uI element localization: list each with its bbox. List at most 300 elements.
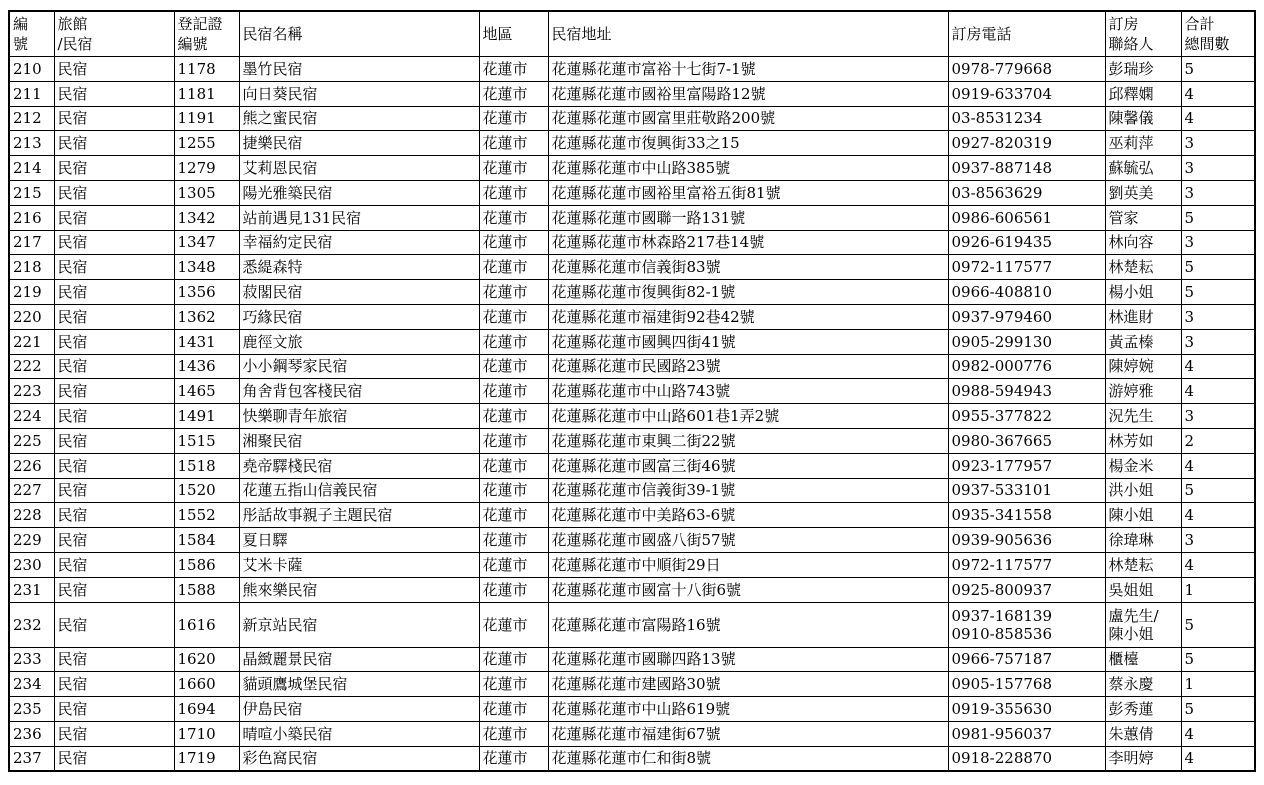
cell-area: 花蓮市 — [479, 478, 548, 503]
cell-rooms: 5 — [1181, 57, 1255, 82]
cell-no: 236 — [9, 721, 54, 746]
cell-addr: 花蓮縣花蓮市林森路217巷14號 — [548, 230, 948, 255]
cell-contact — [1105, 404, 1181, 429]
cell-area: 花蓮市 — [479, 404, 548, 429]
cell-reg: 1191 — [174, 106, 239, 131]
table-row — [9, 478, 1255, 503]
cell-addr: 花蓮縣花蓮市國富十八街6號 — [548, 577, 948, 602]
cell-type: 民宿 — [54, 304, 174, 329]
cell-area: 花蓮市 — [479, 453, 548, 478]
cell-contact-line: 邱釋嫻 — [1108, 84, 1154, 103]
cell-type: 民宿 — [54, 280, 174, 305]
cell-addr: 花蓮縣花蓮市福建街67號 — [548, 721, 948, 746]
cell-phone — [948, 131, 1105, 156]
table-row — [9, 528, 1255, 553]
cell-phone-line: 0982-000776 — [951, 357, 1053, 376]
cell-no: 223 — [9, 379, 54, 404]
cell-area: 花蓮市 — [479, 304, 548, 329]
cell-type: 民宿 — [54, 329, 174, 354]
cell-contact — [1105, 280, 1181, 305]
cell-phone — [948, 180, 1105, 205]
cell-no: 212 — [9, 106, 54, 131]
table-row — [9, 205, 1255, 230]
guesthouse-table — [8, 10, 1256, 772]
cell-phone-line: 0981-956037 — [951, 724, 1053, 743]
header-type: 旅館 /民宿 — [54, 11, 174, 57]
cell-reg: 1710 — [174, 721, 239, 746]
cell-rooms: 3 — [1181, 180, 1255, 205]
cell-no: 230 — [9, 552, 54, 577]
cell-no: 211 — [9, 81, 54, 106]
cell-no: 227 — [9, 478, 54, 503]
cell-no: 217 — [9, 230, 54, 255]
cell-phone — [948, 379, 1105, 404]
cell-name: 堯帝驛棧民宿 — [239, 453, 479, 478]
cell-type: 民宿 — [54, 746, 174, 771]
cell-area: 花蓮市 — [479, 602, 548, 647]
cell-type: 民宿 — [54, 180, 174, 205]
cell-addr: 花蓮縣花蓮市中山路601巷1弄2號 — [548, 404, 948, 429]
cell-phone-line: 0986-606561 — [951, 208, 1053, 227]
cell-name: 幸福約定民宿 — [239, 230, 479, 255]
table-row — [9, 453, 1255, 478]
cell-phone — [948, 106, 1105, 131]
cell-addr: 花蓮縣花蓮市國盛八街57號 — [548, 528, 948, 553]
table-row — [9, 354, 1255, 379]
cell-name: 小小鋼琴家民宿 — [239, 354, 479, 379]
cell-area: 花蓮市 — [479, 81, 548, 106]
cell-contact-line: 巫莉萍 — [1108, 134, 1154, 153]
cell-no: 218 — [9, 255, 54, 280]
cell-type: 民宿 — [54, 379, 174, 404]
cell-contact-line: 徐瑋琳 — [1108, 531, 1154, 550]
cell-area: 花蓮市 — [479, 379, 548, 404]
cell-reg: 1181 — [174, 81, 239, 106]
table-row — [9, 404, 1255, 429]
cell-contact-line: 彭秀蓮 — [1108, 700, 1154, 719]
cell-phone — [948, 577, 1105, 602]
cell-no: 221 — [9, 329, 54, 354]
cell-name: 晶緻麗景民宿 — [239, 647, 479, 672]
cell-contact — [1105, 746, 1181, 771]
cell-addr: 花蓮縣花蓮市中山路743號 — [548, 379, 948, 404]
cell-reg: 1588 — [174, 577, 239, 602]
cell-phone — [948, 602, 1105, 647]
cell-contact — [1105, 672, 1181, 697]
cell-type: 民宿 — [54, 478, 174, 503]
cell-name: 伊島民宿 — [239, 697, 479, 722]
cell-type: 民宿 — [54, 647, 174, 672]
cell-contact-line: 盧先生/ — [1108, 606, 1159, 625]
cell-rooms: 1 — [1181, 577, 1255, 602]
cell-type: 民宿 — [54, 428, 174, 453]
cell-rooms: 2 — [1181, 428, 1255, 453]
cell-no: 216 — [9, 205, 54, 230]
table-row — [9, 697, 1255, 722]
cell-name: 花蓮五指山信義民宿 — [239, 478, 479, 503]
cell-phone — [948, 746, 1105, 771]
cell-no: 237 — [9, 746, 54, 771]
cell-reg: 1347 — [174, 230, 239, 255]
cell-phone — [948, 280, 1105, 305]
cell-addr: 花蓮縣花蓮市仁和街8號 — [548, 746, 948, 771]
cell-phone-line: 0988-594943 — [951, 382, 1053, 401]
cell-area: 花蓮市 — [479, 106, 548, 131]
cell-phone — [948, 478, 1105, 503]
cell-phone-line: 0966-408810 — [951, 283, 1053, 302]
cell-contact-line: 楊金米 — [1108, 456, 1154, 475]
cell-type: 民宿 — [54, 528, 174, 553]
cell-phone-line: 0978-779668 — [951, 59, 1053, 78]
table-row — [9, 746, 1255, 771]
table-row — [9, 106, 1255, 131]
cell-rooms: 4 — [1181, 354, 1255, 379]
cell-name: 巧緣民宿 — [239, 304, 479, 329]
cell-contact — [1105, 379, 1181, 404]
cell-contact — [1105, 503, 1181, 528]
cell-phone — [948, 647, 1105, 672]
cell-phone-line: 0918-228870 — [951, 749, 1053, 768]
cell-no: 234 — [9, 672, 54, 697]
cell-type: 民宿 — [54, 453, 174, 478]
cell-contact — [1105, 230, 1181, 255]
cell-contact-line: 陳小姐 — [1108, 624, 1154, 643]
cell-contact-line: 林進財 — [1108, 307, 1154, 326]
cell-rooms: 3 — [1181, 404, 1255, 429]
cell-contact — [1105, 57, 1181, 82]
table-row — [9, 503, 1255, 528]
cell-contact-line: 陳小姐 — [1108, 506, 1154, 525]
cell-reg: 1436 — [174, 354, 239, 379]
cell-type: 民宿 — [54, 672, 174, 697]
cell-no: 224 — [9, 404, 54, 429]
cell-phone — [948, 81, 1105, 106]
cell-contact-line: 林楚耘 — [1108, 555, 1154, 574]
cell-contact-line: 櫃檯 — [1108, 650, 1139, 669]
cell-phone — [948, 697, 1105, 722]
cell-reg: 1362 — [174, 304, 239, 329]
cell-rooms: 4 — [1181, 453, 1255, 478]
cell-phone-line: 0919-355630 — [951, 700, 1053, 719]
cell-phone — [948, 672, 1105, 697]
cell-rooms: 3 — [1181, 156, 1255, 181]
cell-phone-line: 0972-117577 — [951, 555, 1053, 574]
cell-name: 熊之蜜民宿 — [239, 106, 479, 131]
cell-reg: 1305 — [174, 180, 239, 205]
cell-contact-line: 朱蕙倩 — [1108, 724, 1154, 743]
cell-type: 民宿 — [54, 255, 174, 280]
cell-contact — [1105, 156, 1181, 181]
cell-contact-line: 陳馨儀 — [1108, 109, 1154, 128]
cell-phone-line: 0939-905636 — [951, 531, 1053, 550]
cell-addr: 花蓮縣花蓮市國聯一路131號 — [548, 205, 948, 230]
cell-addr: 花蓮縣花蓮市國富三街46號 — [548, 453, 948, 478]
cell-no: 215 — [9, 180, 54, 205]
cell-contact-line: 彭瑞珍 — [1108, 59, 1154, 78]
cell-addr: 花蓮縣花蓮市國富里莊敬路200號 — [548, 106, 948, 131]
cell-phone-line: 0919-633704 — [951, 84, 1053, 103]
cell-area: 花蓮市 — [479, 329, 548, 354]
cell-name: 陽光雅築民宿 — [239, 180, 479, 205]
cell-phone — [948, 230, 1105, 255]
cell-reg: 1515 — [174, 428, 239, 453]
cell-phone-line: 0926-619435 — [951, 233, 1053, 252]
cell-type: 民宿 — [54, 354, 174, 379]
cell-area: 花蓮市 — [479, 672, 548, 697]
cell-type: 民宿 — [54, 697, 174, 722]
cell-type: 民宿 — [54, 106, 174, 131]
cell-phone-line: 0972-117577 — [951, 258, 1053, 277]
cell-reg: 1660 — [174, 672, 239, 697]
cell-rooms: 5 — [1181, 602, 1255, 647]
cell-name: 晴喧小築民宿 — [239, 721, 479, 746]
cell-rooms: 3 — [1181, 528, 1255, 553]
cell-addr: 花蓮縣花蓮市民國路23號 — [548, 354, 948, 379]
cell-name: 菽閣民宿 — [239, 280, 479, 305]
cell-reg: 1431 — [174, 329, 239, 354]
cell-type: 民宿 — [54, 57, 174, 82]
cell-contact-line: 林向容 — [1108, 233, 1154, 252]
cell-type: 民宿 — [54, 81, 174, 106]
cell-no: 213 — [9, 131, 54, 156]
cell-phone — [948, 503, 1105, 528]
cell-addr: 花蓮縣花蓮市中山路385號 — [548, 156, 948, 181]
cell-phone — [948, 156, 1105, 181]
cell-addr: 花蓮縣花蓮市中順街29日 — [548, 552, 948, 577]
cell-rooms: 1 — [1181, 672, 1255, 697]
cell-name: 夏日驛 — [239, 528, 479, 553]
cell-addr: 花蓮縣花蓮市國興四街41號 — [548, 329, 948, 354]
cell-area: 花蓮市 — [479, 354, 548, 379]
cell-reg: 1491 — [174, 404, 239, 429]
cell-reg: 1552 — [174, 503, 239, 528]
cell-rooms: 5 — [1181, 647, 1255, 672]
cell-phone-line: 0923-177957 — [951, 456, 1053, 475]
table-row — [9, 721, 1255, 746]
cell-contact-line: 蔡永慶 — [1108, 675, 1154, 694]
table-row — [9, 577, 1255, 602]
cell-name: 貓頭鷹城堡民宿 — [239, 672, 479, 697]
cell-phone-line: 0980-367665 — [951, 431, 1053, 450]
table-row — [9, 602, 1255, 647]
cell-rooms: 3 — [1181, 131, 1255, 156]
cell-type: 民宿 — [54, 404, 174, 429]
cell-name: 悉緹森特 — [239, 255, 479, 280]
cell-area: 花蓮市 — [479, 697, 548, 722]
cell-reg: 1178 — [174, 57, 239, 82]
cell-contact — [1105, 552, 1181, 577]
cell-rooms: 5 — [1181, 478, 1255, 503]
cell-name: 鹿徑文旅 — [239, 329, 479, 354]
cell-reg: 1620 — [174, 647, 239, 672]
cell-contact-line: 楊小姐 — [1108, 283, 1154, 302]
cell-rooms: 5 — [1181, 205, 1255, 230]
cell-contact — [1105, 478, 1181, 503]
table-row — [9, 647, 1255, 672]
cell-reg: 1520 — [174, 478, 239, 503]
cell-phone-line: 0905-299130 — [951, 332, 1053, 351]
cell-area: 花蓮市 — [479, 205, 548, 230]
cell-rooms: 4 — [1181, 379, 1255, 404]
cell-addr: 花蓮縣花蓮市信義街39-1號 — [548, 478, 948, 503]
table-row — [9, 672, 1255, 697]
cell-contact — [1105, 106, 1181, 131]
cell-addr: 花蓮縣花蓮市復興街82-1號 — [548, 280, 948, 305]
cell-phone-line: 0935-341558 — [951, 506, 1053, 525]
cell-phone-line: 0905-157768 — [951, 675, 1053, 694]
cell-type: 民宿 — [54, 230, 174, 255]
cell-reg: 1584 — [174, 528, 239, 553]
cell-name: 湘聚民宿 — [239, 428, 479, 453]
cell-reg: 1279 — [174, 156, 239, 181]
cell-reg: 1719 — [174, 746, 239, 771]
cell-name: 向日葵民宿 — [239, 81, 479, 106]
cell-phone-line: 0955-377822 — [951, 407, 1053, 426]
cell-contact-line: 黃孟榛 — [1108, 332, 1154, 351]
cell-name: 捷樂民宿 — [239, 131, 479, 156]
cell-rooms: 4 — [1181, 503, 1255, 528]
cell-no: 219 — [9, 280, 54, 305]
header-phone: 訂房電話 — [948, 11, 1105, 57]
cell-contact-line: 洪小姐 — [1108, 481, 1154, 500]
header-name: 民宿名稱 — [239, 11, 479, 57]
cell-contact — [1105, 577, 1181, 602]
cell-phone — [948, 404, 1105, 429]
header-rooms: 合計 總間數 — [1181, 11, 1255, 57]
cell-phone-line: 03-8531234 — [951, 109, 1043, 128]
table-row — [9, 156, 1255, 181]
cell-name: 艾莉恩民宿 — [239, 156, 479, 181]
table-row — [9, 552, 1255, 577]
cell-type: 民宿 — [54, 503, 174, 528]
cell-phone-line: 0966-757187 — [951, 650, 1053, 669]
cell-phone — [948, 57, 1105, 82]
cell-no: 229 — [9, 528, 54, 553]
cell-rooms: 4 — [1181, 746, 1255, 771]
cell-phone — [948, 354, 1105, 379]
cell-addr: 花蓮縣花蓮市東興二街22號 — [548, 428, 948, 453]
cell-contact — [1105, 255, 1181, 280]
cell-area: 花蓮市 — [479, 721, 548, 746]
cell-no: 231 — [9, 577, 54, 602]
cell-contact-line: 劉英美 — [1108, 183, 1154, 202]
cell-reg: 1356 — [174, 280, 239, 305]
cell-no: 214 — [9, 156, 54, 181]
cell-no: 222 — [9, 354, 54, 379]
cell-rooms: 4 — [1181, 552, 1255, 577]
cell-contact — [1105, 453, 1181, 478]
cell-no: 235 — [9, 697, 54, 722]
cell-phone — [948, 528, 1105, 553]
cell-area: 花蓮市 — [479, 255, 548, 280]
cell-no: 220 — [9, 304, 54, 329]
cell-rooms: 5 — [1181, 255, 1255, 280]
cell-area: 花蓮市 — [479, 577, 548, 602]
cell-name: 彤話故事親子主題民宿 — [239, 503, 479, 528]
cell-addr: 花蓮縣花蓮市國裕里富陽路12號 — [548, 81, 948, 106]
cell-type: 民宿 — [54, 156, 174, 181]
cell-contact — [1105, 354, 1181, 379]
cell-area: 花蓮市 — [479, 503, 548, 528]
cell-reg: 1342 — [174, 205, 239, 230]
cell-rooms: 3 — [1181, 304, 1255, 329]
cell-phone-line: 0925-800937 — [951, 580, 1053, 599]
cell-contact-line: 陳婷婉 — [1108, 357, 1154, 376]
cell-area: 花蓮市 — [479, 131, 548, 156]
table-row — [9, 255, 1255, 280]
cell-phone-line: 0937-979460 — [951, 307, 1053, 326]
cell-type: 民宿 — [54, 721, 174, 746]
cell-type: 民宿 — [54, 577, 174, 602]
cell-no: 233 — [9, 647, 54, 672]
header-addr: 民宿地址 — [548, 11, 948, 57]
cell-area: 花蓮市 — [479, 280, 548, 305]
cell-no: 226 — [9, 453, 54, 478]
cell-phone — [948, 721, 1105, 746]
header-area: 地區 — [479, 11, 548, 57]
cell-phone — [948, 329, 1105, 354]
cell-reg: 1518 — [174, 453, 239, 478]
cell-type: 民宿 — [54, 131, 174, 156]
cell-name: 新京站民宿 — [239, 602, 479, 647]
table-row — [9, 57, 1255, 82]
cell-area: 花蓮市 — [479, 552, 548, 577]
table-row — [9, 329, 1255, 354]
cell-name: 艾米卡薩 — [239, 552, 479, 577]
table-row — [9, 180, 1255, 205]
cell-addr: 花蓮縣花蓮市建國路30號 — [548, 672, 948, 697]
cell-phone — [948, 453, 1105, 478]
cell-contact — [1105, 180, 1181, 205]
table-row — [9, 81, 1255, 106]
cell-contact — [1105, 602, 1181, 647]
cell-contact — [1105, 697, 1181, 722]
cell-contact-line: 蘇毓弘 — [1108, 159, 1154, 178]
cell-rooms: 5 — [1181, 280, 1255, 305]
cell-no: 210 — [9, 57, 54, 82]
cell-addr: 花蓮縣花蓮市復興街33之15 — [548, 131, 948, 156]
cell-phone-line: 0910-858536 — [951, 624, 1053, 643]
cell-contact — [1105, 81, 1181, 106]
cell-area: 花蓮市 — [479, 647, 548, 672]
cell-reg: 1255 — [174, 131, 239, 156]
header-reg: 登記證 編號 — [174, 11, 239, 57]
table-row — [9, 304, 1255, 329]
cell-contact-line: 李明婷 — [1108, 749, 1154, 768]
cell-rooms: 4 — [1181, 721, 1255, 746]
cell-area: 花蓮市 — [479, 156, 548, 181]
cell-contact — [1105, 131, 1181, 156]
cell-reg: 1694 — [174, 697, 239, 722]
cell-contact-line: 管家 — [1108, 208, 1139, 227]
cell-contact — [1105, 721, 1181, 746]
cell-rooms: 3 — [1181, 329, 1255, 354]
cell-phone — [948, 304, 1105, 329]
cell-area: 花蓮市 — [479, 57, 548, 82]
cell-contact — [1105, 304, 1181, 329]
header-no: 編 號 — [9, 11, 54, 57]
cell-phone-line: 0927-820319 — [951, 134, 1053, 153]
cell-name: 角舍背包客棧民宿 — [239, 379, 479, 404]
cell-area: 花蓮市 — [479, 746, 548, 771]
cell-type: 民宿 — [54, 205, 174, 230]
cell-contact-line: 況先生 — [1108, 407, 1154, 426]
cell-reg: 1616 — [174, 602, 239, 647]
cell-phone — [948, 428, 1105, 453]
cell-no: 228 — [9, 503, 54, 528]
cell-contact — [1105, 528, 1181, 553]
cell-contact-line: 林芳如 — [1108, 431, 1154, 450]
